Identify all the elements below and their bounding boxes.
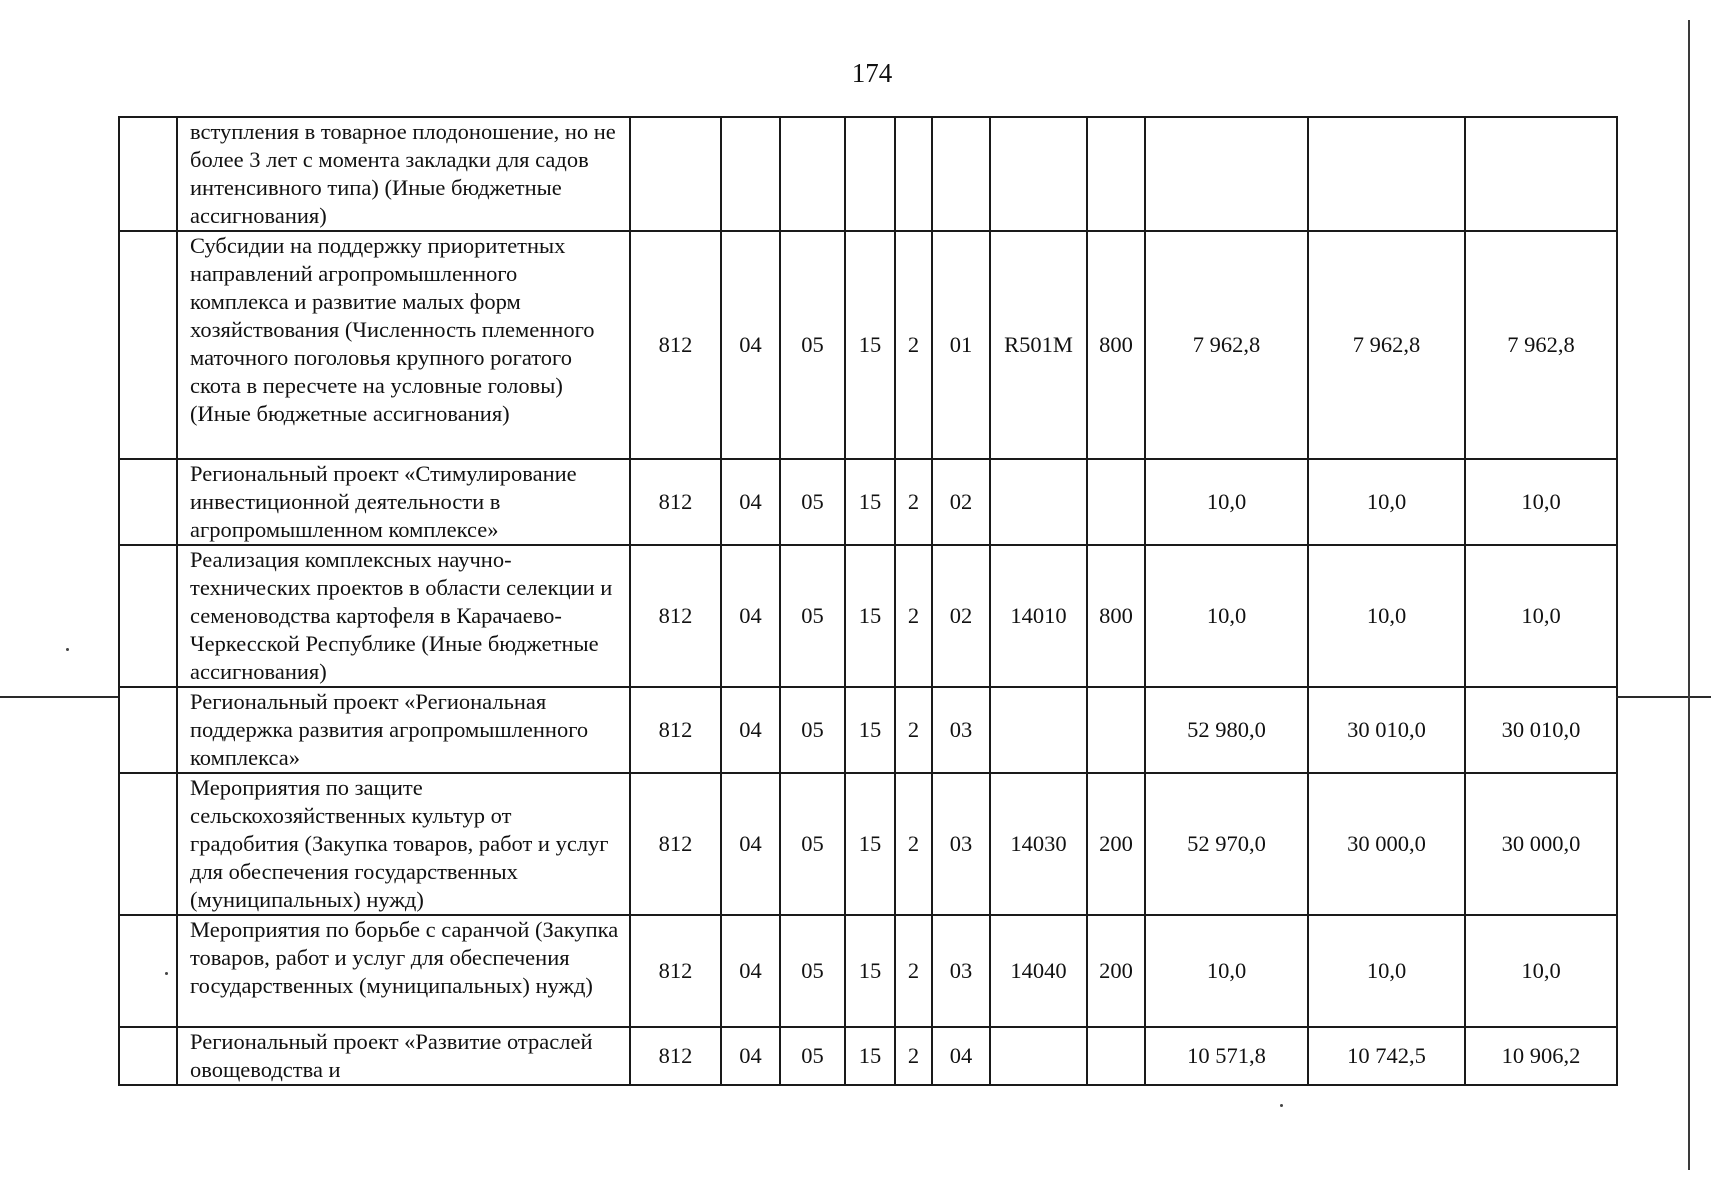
year1-amount-cell: 10,0 bbox=[1145, 915, 1308, 1027]
page-number: 174 bbox=[851, 58, 893, 88]
section-cell: 04 bbox=[721, 231, 780, 459]
section-cell: 04 bbox=[721, 687, 780, 773]
scan-speck bbox=[66, 648, 69, 651]
item-name-cell: Реализация комплексных научно-технических проектов в области селекции и семеноводства картофеля в Карачаево-Черкесской Республике (Иные бюджетные ассигнования) bbox=[177, 545, 630, 687]
event-cell: 03 bbox=[932, 915, 990, 1027]
section-cell: 04 bbox=[721, 545, 780, 687]
year2-amount-cell bbox=[1308, 117, 1465, 231]
dept-code-cell: 812 bbox=[630, 231, 721, 459]
row-number-cell bbox=[119, 459, 177, 545]
year1-amount-cell: 52 970,0 bbox=[1145, 773, 1308, 915]
direction-cell: 14010 bbox=[990, 545, 1087, 687]
expense-type-cell: 200 bbox=[1087, 915, 1145, 1027]
section-cell: 04 bbox=[721, 915, 780, 1027]
section-cell: 04 bbox=[721, 773, 780, 915]
item-name-cell: Мероприятия по защите сельскохозяйственных культур от градобития (Закупка товаров, работ и услуг для обеспечения государственных (муниципальных) нужд) bbox=[177, 773, 630, 915]
direction-cell bbox=[990, 1027, 1087, 1085]
year2-amount-cell: 30 000,0 bbox=[1308, 773, 1465, 915]
item-name-cell: вступления в товарное плодоношение, но не более 3 лет с момента закладки для садов интенсивного типа) (Иные бюджетные ассигнования) bbox=[177, 117, 630, 231]
program-cell: 15 bbox=[845, 773, 895, 915]
year3-amount-cell: 10,0 bbox=[1465, 915, 1617, 1027]
year3-amount-cell: 7 962,8 bbox=[1465, 231, 1617, 459]
event-cell: 02 bbox=[932, 459, 990, 545]
subprogram-cell: 2 bbox=[895, 231, 932, 459]
dept-code-cell: 812 bbox=[630, 773, 721, 915]
year3-amount-cell: 10,0 bbox=[1465, 545, 1617, 687]
table-row bbox=[119, 117, 1617, 231]
scan-speck bbox=[1280, 1104, 1283, 1107]
year3-amount-cell: 30 000,0 bbox=[1465, 773, 1617, 915]
program-cell: 15 bbox=[845, 545, 895, 687]
table-row bbox=[119, 545, 1617, 687]
item-name-cell: Субсидии на поддержку приоритетных направлений агропромышленного комплекса и развитие малых форм хозяйствования (Численность племенного маточного поголовья крупного рогатого скота в пересчете на условные головы) (Иные бюджетные ассигнования) bbox=[177, 231, 630, 459]
direction-cell: 14040 bbox=[990, 915, 1087, 1027]
table-row bbox=[119, 773, 1617, 915]
subsection-cell: 05 bbox=[780, 1027, 845, 1085]
year3-amount-cell: 10,0 bbox=[1465, 459, 1617, 545]
dept-code-cell: 812 bbox=[630, 1027, 721, 1085]
direction-cell bbox=[990, 459, 1087, 545]
scan-speck bbox=[165, 972, 168, 975]
year2-amount-cell: 10,0 bbox=[1308, 915, 1465, 1027]
year3-amount-cell: 30 010,0 bbox=[1465, 687, 1617, 773]
subprogram-cell: 2 bbox=[895, 687, 932, 773]
event-cell: 02 bbox=[932, 545, 990, 687]
subsection-cell: 05 bbox=[780, 915, 845, 1027]
expense-type-cell: 200 bbox=[1087, 773, 1145, 915]
year1-amount-cell: 10,0 bbox=[1145, 545, 1308, 687]
subprogram-cell: 2 bbox=[895, 773, 932, 915]
section-cell: 04 bbox=[721, 1027, 780, 1085]
year2-amount-cell: 30 010,0 bbox=[1308, 687, 1465, 773]
cut-line-right bbox=[1616, 696, 1711, 698]
subsection-cell: 05 bbox=[780, 545, 845, 687]
row-number-cell bbox=[119, 545, 177, 687]
program-cell: 15 bbox=[845, 915, 895, 1027]
page-edge-line bbox=[1688, 20, 1690, 1170]
expense-type-cell bbox=[1087, 1027, 1145, 1085]
item-name-cell: Региональный проект «Стимулирование инвестиционной деятельности в агропромышленном комплексе» bbox=[177, 459, 630, 545]
subprogram-cell bbox=[895, 117, 932, 231]
table-row bbox=[119, 231, 1617, 459]
row-number-cell bbox=[119, 687, 177, 773]
year2-amount-cell: 10 742,5 bbox=[1308, 1027, 1465, 1085]
subsection-cell: 05 bbox=[780, 773, 845, 915]
direction-cell bbox=[990, 687, 1087, 773]
subsection-cell bbox=[780, 117, 845, 231]
year1-amount-cell: 7 962,8 bbox=[1145, 231, 1308, 459]
table-row bbox=[119, 459, 1617, 545]
subsection-cell: 05 bbox=[780, 687, 845, 773]
year2-amount-cell: 10,0 bbox=[1308, 545, 1465, 687]
event-cell: 03 bbox=[932, 687, 990, 773]
subprogram-cell: 2 bbox=[895, 459, 932, 545]
program-cell: 15 bbox=[845, 231, 895, 459]
dept-code-cell bbox=[630, 117, 721, 231]
item-name-cell: Мероприятия по борьбе с саранчой (Закупка товаров, работ и услуг для обеспечения государственных (муниципальных) нужд) bbox=[177, 915, 630, 1027]
event-cell: 01 bbox=[932, 231, 990, 459]
year2-amount-cell: 10,0 bbox=[1308, 459, 1465, 545]
subprogram-cell: 2 bbox=[895, 915, 932, 1027]
event-cell: 03 bbox=[932, 773, 990, 915]
year3-amount-cell: 10 906,2 bbox=[1465, 1027, 1617, 1085]
expense-type-cell bbox=[1087, 687, 1145, 773]
dept-code-cell: 812 bbox=[630, 687, 721, 773]
dept-code-cell: 812 bbox=[630, 545, 721, 687]
expense-type-cell bbox=[1087, 117, 1145, 231]
direction-cell: 14030 bbox=[990, 773, 1087, 915]
event-cell: 04 bbox=[932, 1027, 990, 1085]
expense-type-cell: 800 bbox=[1087, 231, 1145, 459]
table-row bbox=[119, 687, 1617, 773]
year1-amount-cell: 52 980,0 bbox=[1145, 687, 1308, 773]
program-cell: 15 bbox=[845, 459, 895, 545]
direction-cell: R501M bbox=[990, 231, 1087, 459]
year3-amount-cell bbox=[1465, 117, 1617, 231]
dept-code-cell: 812 bbox=[630, 915, 721, 1027]
row-number-cell bbox=[119, 231, 177, 459]
item-name-cell: Региональный проект «Развитие отраслей овощеводства и bbox=[177, 1027, 630, 1085]
year2-amount-cell: 7 962,8 bbox=[1308, 231, 1465, 459]
row-number-cell bbox=[119, 773, 177, 915]
subsection-cell: 05 bbox=[780, 459, 845, 545]
table-row bbox=[119, 1027, 1617, 1085]
table-body bbox=[119, 117, 1617, 1085]
subsection-cell: 05 bbox=[780, 231, 845, 459]
table-row bbox=[119, 915, 1617, 1027]
subprogram-cell: 2 bbox=[895, 1027, 932, 1085]
program-cell bbox=[845, 117, 895, 231]
expense-type-cell bbox=[1087, 459, 1145, 545]
dept-code-cell: 812 bbox=[630, 459, 721, 545]
section-cell bbox=[721, 117, 780, 231]
direction-cell bbox=[990, 117, 1087, 231]
expense-type-cell: 800 bbox=[1087, 545, 1145, 687]
budget-table bbox=[118, 116, 1618, 1086]
event-cell bbox=[932, 117, 990, 231]
subprogram-cell: 2 bbox=[895, 545, 932, 687]
cut-line-left bbox=[0, 696, 118, 698]
item-name-cell: Региональный проект «Региональная поддержка развития агропромышленного комплекса» bbox=[177, 687, 630, 773]
program-cell: 15 bbox=[845, 687, 895, 773]
row-number-cell bbox=[119, 117, 177, 231]
year1-amount-cell bbox=[1145, 117, 1308, 231]
program-cell: 15 bbox=[845, 1027, 895, 1085]
section-cell: 04 bbox=[721, 459, 780, 545]
row-number-cell bbox=[119, 915, 177, 1027]
year1-amount-cell: 10,0 bbox=[1145, 459, 1308, 545]
row-number-cell bbox=[119, 1027, 177, 1085]
year1-amount-cell: 10 571,8 bbox=[1145, 1027, 1308, 1085]
